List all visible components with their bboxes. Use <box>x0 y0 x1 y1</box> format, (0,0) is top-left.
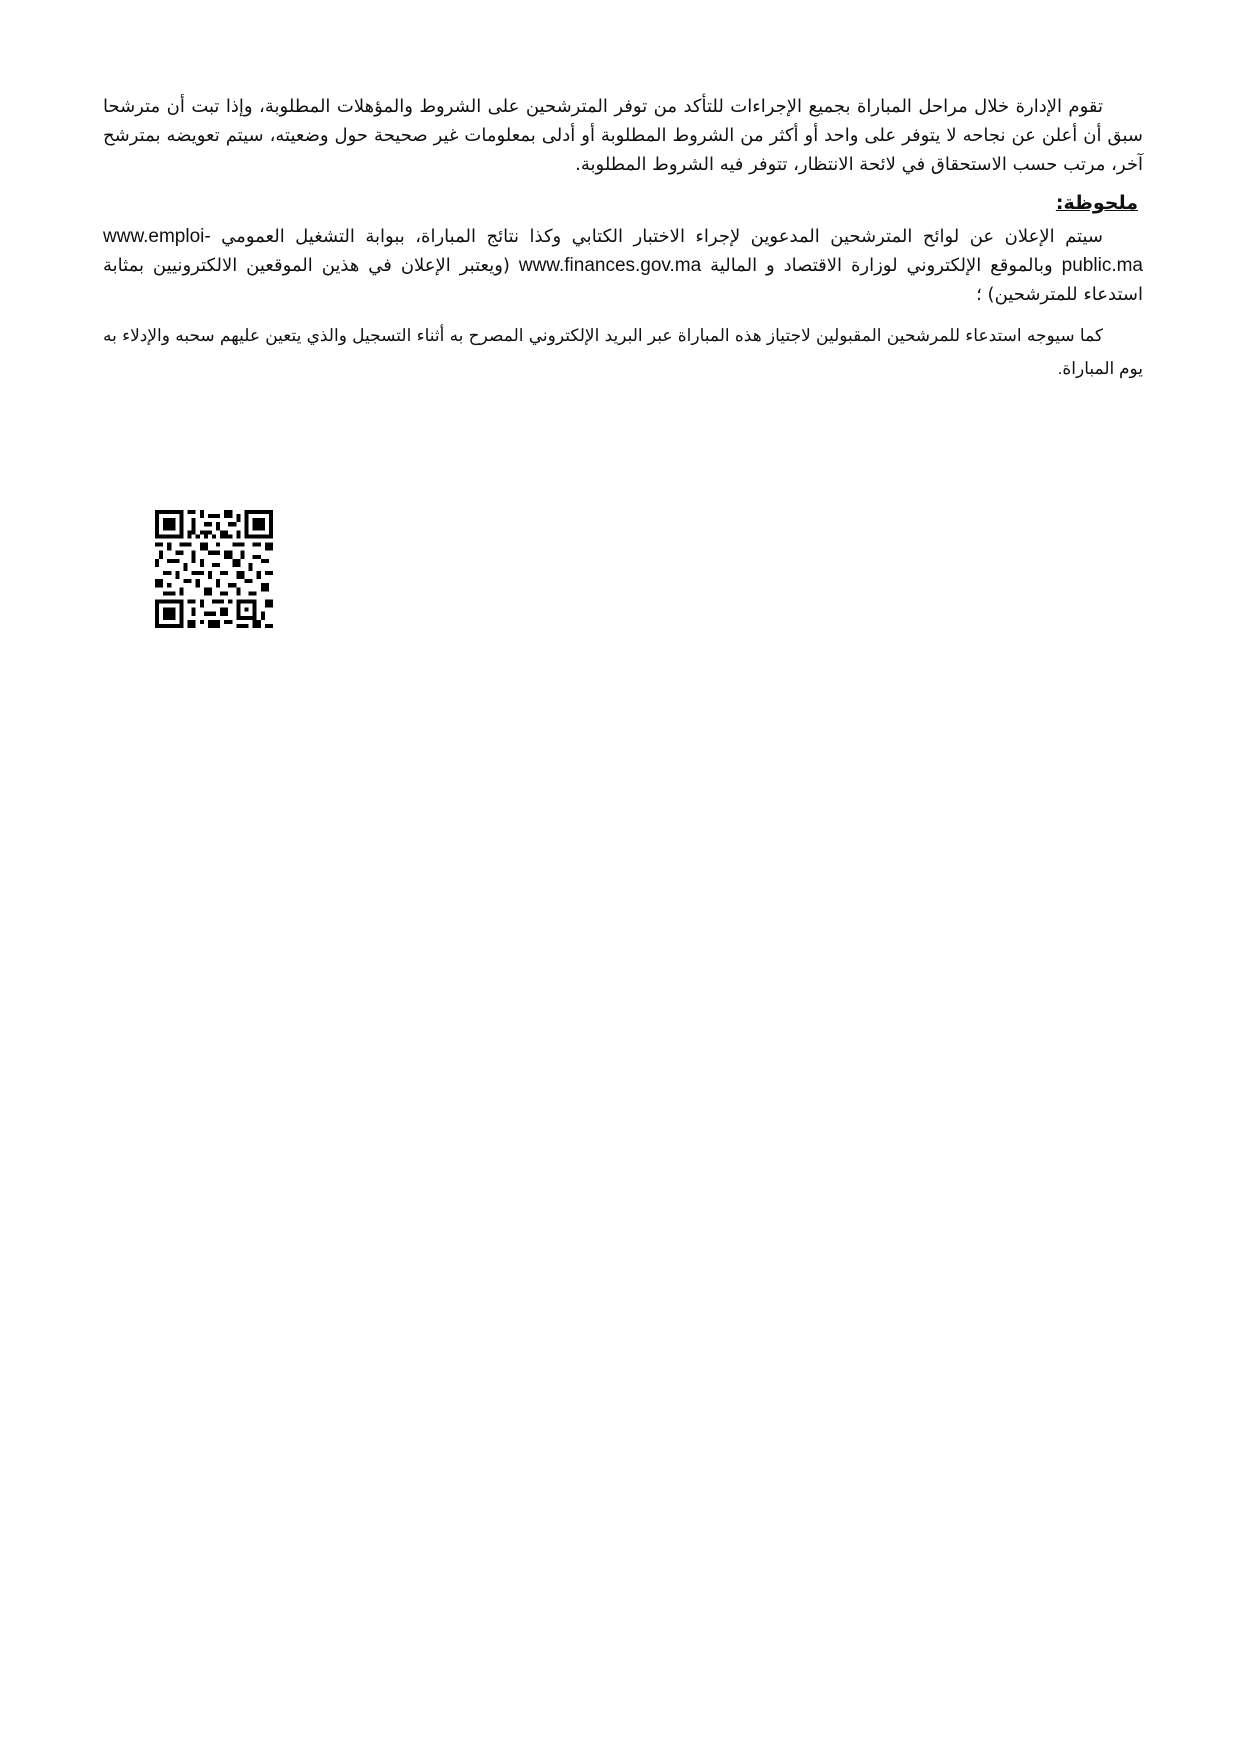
announcement-text-1: سيتم الإعلان عن لوائح المترشحين المدعوين لإجراء الاختبار الكتابي وكذا نتائج المباراة، ببوابة التشغيل العمومي <box>210 226 1103 247</box>
paragraph-announcement <box>103 222 1143 309</box>
paragraph-convocation: كما سيوجه استدعاء للمرشحين المقبولين لاجتياز هذه المباراة عبر البريد الإلكتروني المصرح به أثناء التسجيل والذي يتعين عليهم سحبه والإدلاء به يوم المباراة. <box>103 326 1143 378</box>
document-page <box>103 92 1143 395</box>
finances-link[interactable]: www.finances.gov.ma <box>518 255 702 276</box>
qr-code-icon <box>155 510 273 628</box>
note-title: ملحوظة: <box>1055 192 1138 214</box>
announcement-text-2: وبالموقع الإلكتروني لوزارة الاقتصاد و المالية <box>701 255 1062 276</box>
paragraph-verification: تقوم الإدارة خلال مراحل المباراة بجميع الإجراءات للتأكد من توفر المترشحين على الشروط والمؤهلات المطلوبة، وإذا تبت أن مترشحا سبق أن أعلن عن نجاحه لا يتوفر على واحد أو أكثر من الشروط المطلوبة أو أدلى بمعلومات غير صحيحة حول وضعيته، سيتم تعويضه بمترشح آخر، مرتب حسب الاستحقاق في لائحة الانتظار، تتوفر فيه الشروط المطلوبة. <box>103 96 1143 175</box>
announcement-text-3: (ويعتبر الإعلان في هذين الموقعين الالكترونيين بمثابة استدعاء للمترشحين) ؛ <box>103 255 1143 305</box>
emploi-public-link[interactable]: www.emploi-public.ma <box>103 226 1143 276</box>
